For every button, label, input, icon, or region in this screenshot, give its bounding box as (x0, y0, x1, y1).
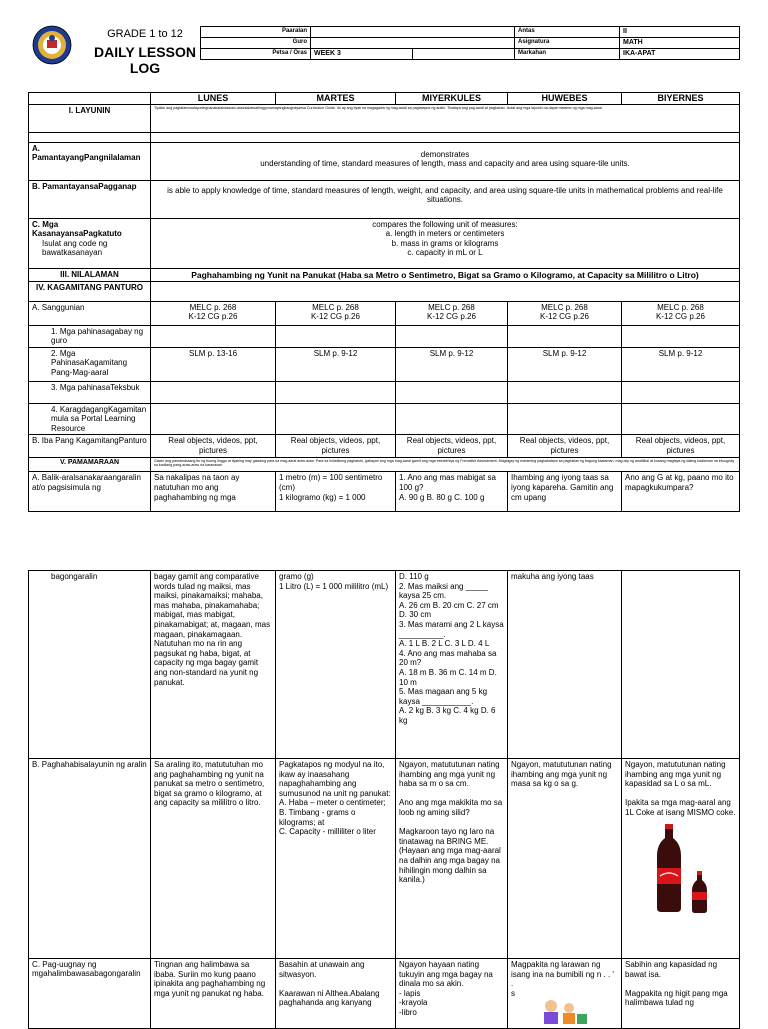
sanggunian-label: A. Sanggunian (29, 302, 151, 326)
pamantayan-pangnilalaman-label: A. PamantayangPangnilalaman (29, 143, 151, 181)
iba-pang-cell: Real objects, videos, ppt, pictures (151, 435, 276, 458)
pag-uugnay-cell: Magpakita ng larawan ng isang ina na bumibili ng n . . ' . s (511, 960, 614, 998)
pamantayan-pagganap-label: B. PamantayansaPagganap (29, 181, 151, 219)
lesson-log-table (28, 92, 740, 512)
label-petsa: Petsa / Oras (201, 49, 311, 60)
kagamitan-label: IV. KAGAMITANG PANTURO (29, 282, 151, 302)
pamantayan-pangnilalaman-line2: understanding of time, standard measures of length, mass and capacity and area using square-tile units. (260, 159, 630, 169)
paghahabi-cell: Ngayon, matututunan nating ihambing ang mga yunit ng kapasidad sa L o sa mL. Ipakita sa mga mag-aaral ang 1L Coke at isang MISMO coke. (625, 760, 736, 817)
kasanayan-label: C. Mga KasanayansaPagkatuto (32, 220, 122, 239)
corner-cell (29, 93, 151, 105)
paghahabi-cell: Ngayon, matututunan nating ihambing ang mga yunit ng masa sa kg o sa g. (508, 759, 622, 959)
blank-cell (413, 49, 515, 60)
pahina-cell: SLM p. 9-12 (396, 348, 508, 382)
pahina-cell: SLM p. 9-12 (622, 348, 740, 382)
pag-uugnay-cell: Ngayon hayaan nating tukuyin ang mga bagay na dinala mo sa akin. - lapis -krayola -libro (396, 959, 508, 1029)
kasanayan-line2: a. length in meters or centimeters (385, 229, 505, 239)
balik-aral-cell: bagay gamit ang comparative words tulad ng maiksi, mas maiksi, pinakamaiksi; mahaba, mas mahaba, pinakamahaba; mabigat, mas mabigat, pinakamabigat; at, magaan, mas magaan, pinakamagaan. Natutuhan mo na rin ang pagsukat ng haba, bigat, at capacity ng mga bagay gamit ang non-standard na yunit ng panukat. (151, 571, 276, 759)
iba-pang-label: B. Iba Pang KagamitangPanturo (29, 435, 151, 458)
grade-range: GRADE 1 to 12 (107, 28, 183, 40)
pag-uugnay-cell: Tingnan ang halimbawa sa ibaba. Suriin mo kung paano ipinakita ang paghahambing ng mga yunit ng panukat ng haba. (151, 959, 276, 1029)
karagdagang-label: 4. KaragdagangKagamitan mula sa Portal Learning Resource (29, 404, 151, 435)
paghahabi-cell: Ngayon, matututunan nating ihambing ang mga yunit ng haba sa m o sa cm. Ano ang mga makikita mo sa loob ng aming silid? Magkaroon tayo ng laro na tinatawag na BRING ME. (Hayaan ang mga mag-aaral na dalhin ang mga bagay na hihilingin mong dalhin sa kanila.) (396, 759, 508, 959)
mother-shopping-image (531, 998, 618, 1027)
balik-aral-cell: 1 metro (m) = 100 sentimetro (cm) 1 kilogramo (kg) = 1 000 (276, 472, 396, 512)
balik-aral-label: A. Balik-aralsanakaraangaralin at/o pagsisimula ng (29, 472, 151, 512)
balik-aral-label-cont: bagongaralin (29, 571, 151, 759)
gabay-guro-label: 1. Mga pahinasagabay ng guro (29, 326, 151, 348)
nilalaman-label: III. NILALAMAN (29, 269, 151, 282)
value-antas: II (620, 27, 740, 38)
kasanayan-line4: c. capacity in mL or L (407, 248, 483, 258)
day-martes: MARTES (276, 93, 396, 105)
sanggunian-cell: MELC p. 268 K-12 CG p.26 (276, 302, 396, 326)
day-lunes: LUNES (151, 93, 276, 105)
balik-aral-cell: gramo (g) 1 Litro (L) = 1 000 mililitro (mL) (276, 571, 396, 759)
pag-uugnay-cell: Sabihin ang kapasidad ng bawat isa. Magpakita ng higit pang mga halimbawa tulad ng (622, 959, 740, 1029)
label-antas: Antas (515, 27, 620, 38)
document-title: DAILY LESSON LOG (94, 44, 196, 76)
balik-aral-cell: Sa nakalipas na taon ay natutuhan mo ang paghahambing ng mga (151, 472, 276, 512)
pag-uugnay-label: C. Pag-uugnay ng mgahalimbawasabagongaralin (29, 959, 151, 1029)
pahina-cell: SLM p. 13-16 (151, 348, 276, 382)
layunin-text: Tiyakin ang pagtatamosalayuningnanakatakdaaraw-arawsabawatlinggonamayangkaugnayansa Curriculum Guide. Ito ay ang tiyak na magagawa ng mag-aaral sa pagtatapos ng aralin. Tinataya ang pag-aaral at pagkatuto. Isulat ang mga layunin na dapat matamo ng mga mag-aaral. (151, 105, 740, 133)
day-miyerkules: MIYERKULES (396, 93, 508, 105)
sanggunian-cell: MELC p. 268 K-12 CG p.26 (151, 302, 276, 326)
label-paaralan: Paaralan (201, 27, 311, 38)
balik-aral-cell: 1. Ano ang mas mabigat sa 100 g? A. 90 g B. 80 g C. 100 g (396, 472, 508, 512)
kasanayan-line1: compares the following unit of measures: (372, 220, 518, 229)
pamamaraan-text: Gawin ang pamamaraang ito ng buong linggo at tiyaking may gawaing para sa mag-aaral araw-araw. Para sa holistikong pagkatuto, gabayan ang mga mag-aaral gamit ang mga estratehiya ng Formative Assessment. Magbigay ng maraming pagkakataon sa pagtuklas ng bagong kaalaman, mag-isip ng analitikal at kusang magtaya ng dating kaalaman na iniuugnay sa kanilang pang-araw-araw na karanasan. (151, 458, 740, 472)
layunin-label: I. LAYUNIN (29, 105, 151, 133)
paghahabi-cell: Sa araling ito, matututuhan mo ang paghahambing ng yunit na panukat sa metro o sentimetro, bigat sa gramo o kilogramo, at ang capacity sa mililitro o litro. (151, 759, 276, 959)
pamantayan-pagganap-text: is able to apply knowledge of time, standard measures of length, weight, and capacity, and area using square-tile units in mathematical problems and real-life situations. (151, 181, 740, 219)
deped-seal-logo (32, 25, 72, 65)
sanggunian-cell: MELC p. 268 K-12 CG p.26 (396, 302, 508, 326)
value-asignatura: MATH (620, 38, 740, 49)
pahina-cell: SLM p. 9-12 (276, 348, 396, 382)
day-biyernes: BIYERNES (622, 93, 740, 105)
value-guro (311, 38, 515, 49)
balik-aral-cell (622, 571, 740, 759)
label-asignatura: Asignatura (515, 38, 620, 49)
pamamaraan-label: V. PAMAMARAAN (29, 458, 151, 472)
iba-pang-cell: Real objects, videos, ppt, pictures (396, 435, 508, 458)
label-markahan: Markahan (515, 49, 620, 60)
kasanayan-sublabel: Isulat ang code ng bawatkasanayan (42, 238, 108, 258)
label-guro: Guro (201, 38, 311, 49)
day-huwebes: HUWEBES (508, 93, 622, 105)
iba-pang-cell: Real objects, videos, ppt, pictures (508, 435, 622, 458)
teksbuk-label: 3. Mga pahinasaTeksbuk (29, 382, 151, 404)
sanggunian-cell: MELC p. 268 K-12 CG p.26 (622, 302, 740, 326)
iba-pang-cell: Real objects, videos, ppt, pictures (276, 435, 396, 458)
value-petsa: WEEK 3 (311, 49, 413, 60)
lesson-log-table-continued (28, 570, 740, 1029)
paghahabi-cell: Pagkatapos ng modyul na ito, ikaw ay inaasahang napaghahambing ang sumusunod na unit ng panukat: A. Haba – meter o centimeter; B. Timbang - grams o kilograms; at C. Capacity - milliliter o liter (276, 759, 396, 959)
value-markahan: IKA-APAT (620, 49, 740, 60)
pag-uugnay-cell: Basahin at unawain ang sitwasyon. Kaarawan ni Althea.Abalang paghahanda ang kanyang (276, 959, 396, 1029)
balik-aral-cell: Ihambing ang iyong taas sa iyong kapareha. Gamitin ang cm upang (508, 472, 622, 512)
coke-bottles-image (647, 824, 736, 917)
pahina-cell: SLM p. 9-12 (508, 348, 622, 382)
balik-aral-cell: Ano ang G at kg, paano mo ito mapagkukumpara? (622, 472, 740, 512)
kasanayan-line3: b. mass in grams or kilograms (391, 238, 499, 248)
paghahabi-label: B. Paghahabisalayunin ng aralin (29, 759, 151, 959)
balik-aral-cell: D. 110 g 2. Mas maiksi ang _____ kaysa 25 cm. A. 26 cm B. 20 cm C. 27 cm D. 30 cm 3. Mas marami ang 2 L kaysa __________. A. 1 L B. 2 L C. 3 L D. 4 L 4. Ano ang mas mahaba sa 20 m? A. 18 m B. 36 m C. 14 m D. 10 m 5. Mas magaan ang 5 kg kaysa ___________. A. 2 kg B. 3 kg C. 4 kg D. 6 kg (396, 571, 508, 759)
nilalaman-text: Paghahambing ng Yunit na Panukat (Haba sa Metro o Sentimetro, Bigat sa Gramo o Kilogramo, at Capacity sa Mililitro o Litro) (151, 269, 740, 282)
pamantayan-pangnilalaman-line1: demonstrates (420, 150, 470, 159)
pahina-mag-aaral-label: 2. Mga PahinasaKagamitang Pang-Mag-aaral (29, 348, 151, 382)
balik-aral-cell: makuha ang iyong taas (508, 571, 622, 759)
iba-pang-cell: Real objects, videos, ppt, pictures (622, 435, 740, 458)
header-info-table (200, 26, 740, 60)
value-paaralan (311, 27, 515, 38)
sanggunian-cell: MELC p. 268 K-12 CG p.26 (508, 302, 622, 326)
